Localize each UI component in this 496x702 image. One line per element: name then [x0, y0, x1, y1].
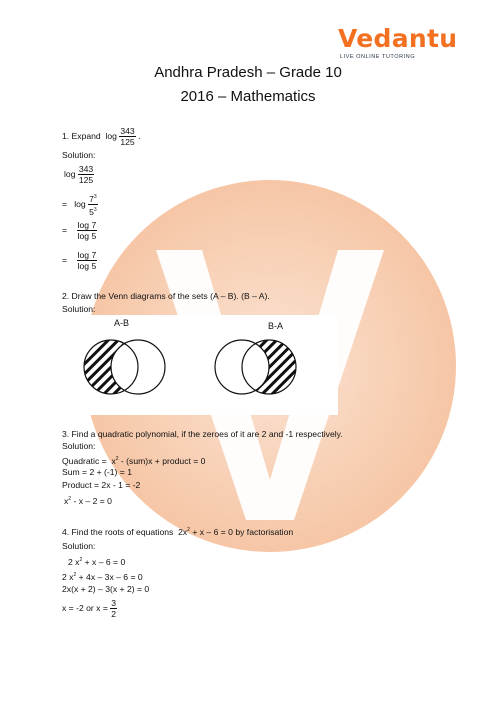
q1-step4: = $\frac{\log 7}{\log 5}$ — [62, 250, 97, 271]
logo-wordmark: Vedantu — [338, 24, 458, 53]
q1-step2: = log $\frac{7^3}{5^3}$ — [62, 194, 97, 217]
venn-diagrams — [62, 315, 338, 415]
q1-prompt: 1. Expand log $\frac{343}{125}$ . — [62, 126, 141, 147]
q1-fraction: $\frac{343}{125}$ — [120, 126, 135, 147]
logo-tagline: LIVE ONLINE TUTORING — [340, 54, 416, 60]
q1-solution-label: Solution: — [62, 150, 96, 160]
q3-prompt: 3. Find a quadratic polynomial, if the zeroes of it are 2 and -1 respectively. — [62, 429, 343, 439]
q4-line4: x = -2 or x = $\frac{3}{2}$ — [62, 598, 117, 619]
page-title: Andhra Pradesh – Grade 10 — [154, 64, 342, 81]
q4-line1: 2 $x^2 + x - 6 = 0$ — [68, 557, 126, 567]
q3-line4: $x^2 - x - 2 = 0$ — [64, 496, 112, 506]
q2-prompt: 2. Draw the Venn diagrams of the sets (A – B). (B – A). — [62, 291, 270, 301]
q1-step3: = $\frac{\log 7}{\log 5}$ — [62, 220, 97, 241]
q3-line1: Quadratic = $x^2 - (sum)x$ + product = 0 — [62, 456, 206, 466]
q3-line3: Product = 2x - 1 = -2 — [62, 480, 141, 490]
q3-solution-label: Solution: — [62, 441, 96, 451]
q2-solution-label: Solution: — [62, 304, 96, 314]
page-subtitle: 2016 – Mathematics — [180, 88, 316, 105]
q4-line2: 2 $x^2 + 4x - 3x - 6 = 0$ — [62, 572, 143, 582]
venn-b-minus-a-shading — [62, 315, 338, 415]
vedantu-logo — [338, 24, 468, 60]
q4-line3: 2x(x + 2) – 3(x + 2) = 0 — [62, 584, 150, 594]
q4-solution-label: Solution: — [62, 541, 96, 551]
venn-label-b-minus-a: B-A — [268, 321, 284, 331]
q1-step1: log $\frac{343}{125}$ — [64, 164, 94, 185]
q3-line2: Sum = 2 + (-1) = 1 — [62, 467, 132, 477]
venn-label-a-minus-b: A-B — [114, 318, 130, 328]
q4-prompt: 4. Find the roots of equations $2x^2 + x - 6 = 0$ by factorisation — [62, 527, 294, 537]
